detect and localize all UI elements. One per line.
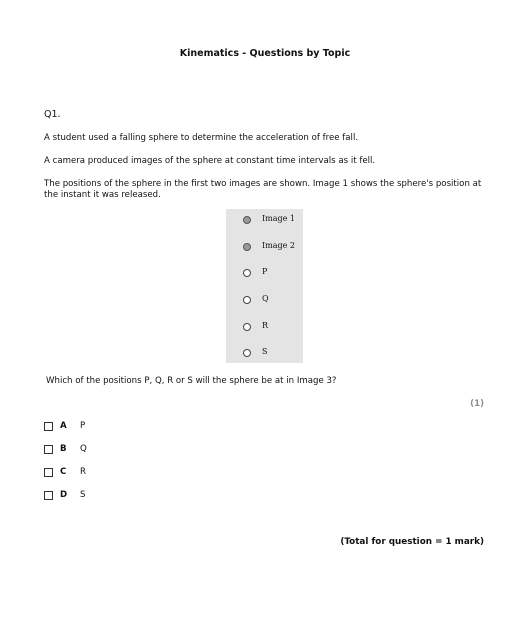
question-number: Q1. (44, 109, 61, 120)
page-title: Kinematics - Questions by Topic (179, 48, 351, 59)
option-c-letter: C (60, 467, 67, 477)
figure-row-p (226, 267, 303, 281)
figure-row-s (226, 347, 303, 361)
figure-row-q (226, 294, 303, 308)
figure-label-r: R (262, 321, 269, 330)
sphere-image-1-dot (243, 216, 251, 224)
option-d-checkbox[interactable] (44, 491, 53, 500)
position-q-dot (243, 296, 251, 304)
option-a-checkbox[interactable] (44, 422, 53, 431)
option-b-text: Q (80, 444, 87, 454)
question-paragraph-1: A student used a falling sphere to determine the acceleration of free fall. (44, 133, 359, 143)
question-prompt: Which of the positions P, Q, R or S will the sphere be at in Image 3? (46, 376, 337, 386)
option-c-checkbox[interactable] (44, 468, 53, 477)
option-d-text: S (80, 490, 86, 500)
sphere-image-2-dot (243, 243, 251, 251)
option-c-text: R (80, 467, 86, 477)
option-a-text: P (80, 421, 86, 431)
figure-label-q: Q (262, 294, 269, 303)
figure-label-s: S (262, 347, 268, 356)
option-b-letter: B (60, 444, 67, 454)
figure-label-image-2: Image 2 (262, 241, 296, 250)
question-paragraph-3: The positions of the sphere in the first two images are shown. Image 1 shows the sphere's position at the instant it was released. (44, 179, 482, 200)
figure-row-r (226, 321, 303, 335)
position-s-dot (243, 349, 251, 357)
option-a-letter: A (60, 421, 67, 431)
total-marks: (Total for question = 1 mark) (340, 537, 484, 547)
sphere-positions-figure (226, 209, 303, 363)
position-p-dot (243, 269, 251, 277)
figure-row-image-2 (226, 241, 303, 255)
marks-available: (1) (470, 399, 484, 409)
figure-row-image-1 (226, 214, 303, 228)
figure-label-image-1: Image 1 (262, 214, 296, 223)
question-paragraph-2: A camera produced images of the sphere at constant time intervals as it fell. (44, 156, 376, 166)
figure-label-p: P (262, 267, 268, 276)
option-d-letter: D (60, 490, 68, 500)
option-b-checkbox[interactable] (44, 445, 53, 454)
position-r-dot (243, 323, 251, 331)
